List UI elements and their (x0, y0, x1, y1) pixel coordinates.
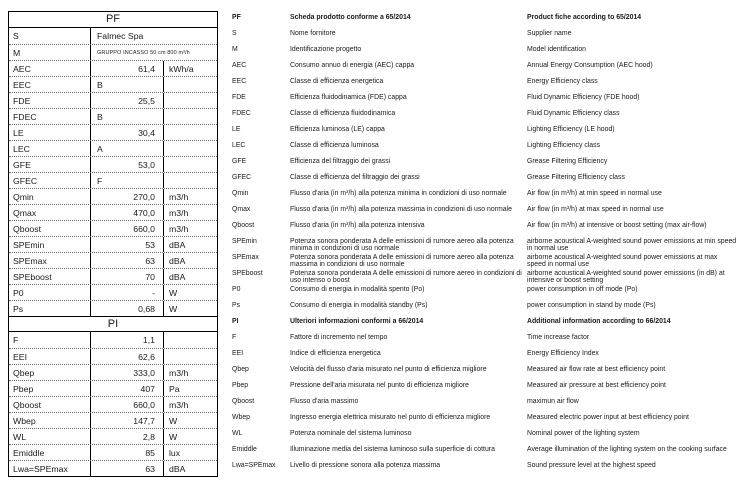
legend-text-italian: Consumo di energia in modalità spento (Po) (290, 286, 425, 293)
table-row (9, 460, 217, 476)
legend-text-english: Average illumination of the lighting system on the cooking surface (527, 446, 727, 453)
table-row (9, 284, 217, 300)
table-row-value: 61,4 (91, 61, 164, 76)
table-row-key: AEC (9, 61, 91, 76)
legend-key: SPEmax (232, 254, 259, 261)
table-row-value: 333,0 (91, 365, 164, 380)
legend-text-italian: Velocità del flusso d'aria misurato nel punto di efficienza migliore (290, 366, 487, 373)
table-row-unit: W (169, 415, 178, 426)
table-row-value: 147,7 (91, 413, 164, 428)
legend-text-italian: Flusso d'aria (in m³/h) alla potenza intensiva (290, 222, 425, 229)
legend-key: P0 (232, 286, 241, 293)
legend-text-english: Grease Filtering Efficiency (527, 158, 608, 165)
table-row-value: 660,0 (91, 397, 164, 412)
legend-key: EEI (232, 350, 244, 357)
table-row-value: 470,0 (91, 205, 164, 220)
table-row (9, 124, 217, 140)
legend-text-english: Energy Efficiency class (527, 78, 598, 85)
legend-keys-column (232, 11, 287, 475)
table-row-key: S (9, 28, 91, 44)
table-row-key: FDE (9, 93, 91, 108)
legend-text-english: Nominal power of the lighting system (527, 430, 640, 437)
table-row (9, 108, 217, 124)
table-row-value: 62,6 (91, 349, 164, 364)
legend-text-italian: Fattore di incremento nel tempo (290, 334, 388, 341)
legend-text-italian: Indice di efficienza energetica (290, 350, 381, 357)
table-row-unit: dBA (169, 463, 186, 474)
table-row-value: 1,1 (91, 332, 164, 348)
table-row-key: Qboost (9, 221, 91, 236)
legend-text-italian: Flusso d'aria (in m³/h) alla potenza massima in condizioni di uso normale (290, 206, 512, 213)
table-row-unit: dBA (169, 239, 186, 250)
table-row-unit: m3/h (169, 399, 189, 410)
table-row-value: Falmec Spa (97, 30, 144, 41)
legend-key: Qmin (232, 190, 249, 197)
legend-text-italian: Potenza sonora ponderata A delle emissioni di rumore aereo in condizioni di uso intenso o boost (290, 270, 522, 284)
legend-text-italian: Ulteriori informazioni conformi a 66/2014 (290, 318, 424, 325)
table-row-unit: lux (169, 447, 181, 458)
legend-key: WL (232, 430, 243, 437)
table-row (9, 364, 217, 380)
legend-text-italian: Potenza sonora ponderata A delle emissioni di rumore aereo alla potenza minima in condizioni di uso normale (290, 238, 514, 252)
table-row-unit: m3/h (169, 191, 189, 202)
table-row-key: Qboost (9, 397, 91, 412)
table-section-header: PF (9, 12, 217, 28)
legend-key: Wbep (232, 414, 251, 421)
legend-text-english: power consumption in stand by mode (Ps) (527, 302, 656, 309)
table-row-value: 63 (91, 253, 164, 268)
legend-text-italian: Classe di efficienza energetica (290, 78, 384, 85)
table-row-value: 85 (91, 445, 164, 460)
table-row-value: 25,5 (91, 93, 164, 108)
legend-text-italian: Efficienza del filtraggio dei grassi (290, 158, 391, 165)
legend-text-english: Product fiche according to 65/2014 (527, 14, 642, 21)
table-row-unit: dBA (169, 271, 186, 282)
table-row-key: SPEboost (9, 269, 91, 284)
legend-key: LE (232, 126, 241, 133)
legend-text-english: Air flow (in m³/h) at min speed in normal use (527, 190, 662, 197)
legend-key: GFE (232, 158, 247, 165)
table-row-unit: W (169, 431, 178, 442)
legend-english-column (527, 11, 738, 475)
table-row-unit (164, 332, 217, 348)
table-row (9, 28, 217, 44)
table-row-key: GFEC (9, 173, 91, 188)
table-row-value: 660,0 (91, 221, 164, 236)
table-section-header: PI (9, 316, 217, 332)
table-row-value: A (91, 141, 164, 156)
table-row-key: P0 (9, 285, 91, 300)
table-row-value: 53,0 (91, 157, 164, 172)
legend-key: PF (232, 14, 241, 21)
table-row (9, 428, 217, 444)
legend-text-italian: Pressione dell'aria misurata nel punto di efficienza migliore (290, 382, 469, 389)
legend-key: S (232, 30, 237, 37)
legend-key: Qboost (232, 222, 255, 229)
table-row-key: Pbep (9, 381, 91, 396)
table-row (9, 380, 217, 396)
legend-key: Qmax (232, 206, 251, 213)
legend-key: SPEmin (232, 238, 257, 245)
table-row-unit: kWh/a (169, 63, 194, 74)
legend-text-italian: Scheda prodotto conforme a 65/2014 (290, 14, 411, 21)
table-row-key: Emiddle (9, 445, 91, 460)
table-row (9, 76, 217, 92)
table-row-value: 270,0 (91, 189, 164, 204)
table-row-key: F (9, 332, 91, 348)
legend-key: AEC (232, 62, 247, 69)
legend-text-english: Supplier name (527, 30, 572, 37)
legend-text-english: Additional information according to 66/2014 (527, 318, 671, 325)
legend-key: F (232, 334, 237, 341)
table-row-value: 2,8 (91, 429, 164, 444)
legend-text-italian: Classe di efficienza fluidodinamica (290, 110, 396, 117)
spec-table (8, 11, 218, 477)
table-row-value: GRUPPO INCASSO 50 cm 800 m³/h (97, 50, 190, 56)
table-row-value: 53 (91, 237, 164, 252)
legend-text-italian: Classe di efficienza luminosa (290, 142, 379, 149)
table-row-key: EEI (9, 349, 91, 364)
table-row-value: F (91, 173, 164, 188)
table-row-unit (164, 77, 217, 92)
table-row (9, 220, 217, 236)
legend-text-english: airborne acoustical A-weighted sound power emissions at min speed in normal use (527, 238, 737, 252)
legend-text-english: Grease Filtering Efficiency class (527, 174, 625, 181)
table-row-value: 0,68 (91, 301, 164, 316)
table-row (9, 188, 217, 204)
table-row-value: 63 (91, 461, 164, 476)
table-row-unit (164, 109, 217, 124)
legend-text-italian: Efficienza luminosa (LE) cappa (290, 126, 385, 133)
table-row-unit (164, 173, 217, 188)
table-row (9, 92, 217, 108)
legend-key: PI (232, 318, 239, 325)
legend-key: Pbep (232, 382, 249, 389)
legend-key: EEC (232, 78, 247, 85)
table-row-value: B (91, 109, 164, 124)
table-row (9, 412, 217, 428)
legend-key: Qboost (232, 398, 255, 405)
legend-key: LEC (232, 142, 246, 149)
table-row (9, 252, 217, 268)
legend-text-english: Time increase factor (527, 334, 590, 341)
legend-italian-column (290, 11, 522, 475)
table-row-unit: m3/h (169, 223, 189, 234)
table-row-unit: m3/h (169, 367, 189, 378)
legend-key: FDE (232, 94, 246, 101)
table-row-value: 30,4 (91, 125, 164, 140)
table-row-key: Qmax (9, 205, 91, 220)
table-row-key: LE (9, 125, 91, 140)
table-row-key: Ps (9, 301, 91, 316)
legend-key: Ps (232, 302, 241, 309)
legend-text-english: Energy Efficiency Index (527, 350, 599, 357)
table-row-unit: dBA (169, 255, 186, 266)
table-row (9, 60, 217, 76)
legend-text-english: Model identification (527, 46, 586, 53)
table-row-key: LEC (9, 141, 91, 156)
legend-text-italian: Illuminazione media del sistema luminoso sulla superficie di cottura (290, 446, 495, 453)
legend-text-english: Air flow (in m³/h) at intensive or boost setting (max air-flow) (527, 222, 707, 229)
legend-text-english: airborne acoustical A-weighted sound power emissions (in dB) at intensive or boost setting (527, 270, 725, 284)
legend-text-italian: Classe di efficienza del filtraggio dei grassi (290, 174, 420, 181)
legend-text-english: Measured air pressure at best efficiency point (527, 382, 666, 389)
legend-text-english: Lighting Efficiency (LE hood) (527, 126, 615, 133)
table-row (9, 204, 217, 220)
legend-text-english: power consumption in off mode (Po) (527, 286, 638, 293)
legend-key: FDEC (232, 110, 251, 117)
legend-text-english: Air flow (in m³/h) at max speed in normal use (527, 206, 664, 213)
table-row-key: SPEmin (9, 237, 91, 252)
table-row-unit: W (169, 287, 178, 298)
legend-text-italian: Flusso d'aria (in m³/h) alla potenza minima in condizioni di uso normale (290, 190, 507, 197)
table-row-unit (164, 157, 217, 172)
legend-text-italian: Livello di pressione sonora alla potenza massima (290, 462, 441, 469)
table-row-unit: Pa (169, 383, 180, 394)
table-row-unit (164, 93, 217, 108)
legend-text-italian: Potenza sonora ponderata A delle emissioni di rumore aereo alla potenza massima in condizioni di uso normale (290, 254, 514, 268)
table-row (9, 300, 217, 316)
legend-text-english: Measured electric power input at best efficiency point (527, 414, 689, 421)
table-row (9, 236, 217, 252)
legend-text-english: maximun air flow (527, 398, 579, 405)
table-row (9, 268, 217, 284)
table-row-value: 407 (91, 381, 164, 396)
table-row-key: WL (9, 429, 91, 444)
legend-text-italian: Identificazione progetto (290, 46, 362, 53)
table-row-key: EEC (9, 77, 91, 92)
table-row-unit (164, 125, 217, 140)
legend-text-english: Lighting Efficiency class (527, 142, 601, 149)
legend-key: M (232, 46, 238, 53)
table-row-key: SPEmax (9, 253, 91, 268)
legend-text-italian: Consumo di energia in modalità standby (Ps) (290, 302, 428, 309)
legend-text-english: Fluid Dynamic Efficiency class (527, 110, 620, 117)
legend-text-italian: Flusso d'aria massimo (290, 398, 359, 405)
legend-key: Emiddle (232, 446, 257, 453)
table-row (9, 44, 217, 60)
legend-text-english: Sound pressure level at the highest speed (527, 462, 656, 469)
table-row (9, 332, 217, 348)
table-row-key: FDEC (9, 109, 91, 124)
legend-text-italian: Efficienza fluidodinamica (FDE) cappa (290, 94, 407, 101)
table-row (9, 172, 217, 188)
legend-text-italian: Consumo annuo di energia (AEC) cappa (290, 62, 415, 69)
table-row-value: B (91, 77, 164, 92)
table-row-key: GFE (9, 157, 91, 172)
legend-text-italian: Ingresso energia elettrica misurato nel punto di efficienza migliore (290, 414, 491, 421)
legend-text-english: Fluid Dynamic Efficiency (FDE hood) (527, 94, 640, 101)
table-row-unit (164, 141, 217, 156)
legend-key: Qbep (232, 366, 249, 373)
legend-text-italian: Potenza nominale del sistema luminoso (290, 430, 412, 437)
legend-key: Lwa=SPEmax (232, 462, 276, 469)
legend-text-english: airborne acoustical A-weighted sound power emissions at max speed in normal use (527, 254, 718, 268)
legend-key: GFEC (232, 174, 252, 181)
table-row (9, 156, 217, 172)
table-row-unit: W (169, 303, 178, 314)
table-row (9, 140, 217, 156)
table-row-key: Wbep (9, 413, 91, 428)
table-row (9, 396, 217, 412)
table-row (9, 444, 217, 460)
legend-text-english: Measured air flow rate at best efficiency point (527, 366, 666, 373)
table-row-unit (164, 349, 217, 364)
table-row-value: 70 (91, 269, 164, 284)
legend-text-italian: Nome fornitore (290, 30, 336, 37)
table-row-key: Qbep (9, 365, 91, 380)
table-row (9, 348, 217, 364)
table-row-key: Qmin (9, 189, 91, 204)
table-row-key: M (9, 45, 91, 60)
table-row-key: Lwa=SPEmax (9, 461, 91, 476)
table-row-value: - (91, 285, 164, 300)
legend-text-english: Annual Energy Consumption (AEC hood) (527, 62, 653, 69)
table-row-unit: m3/h (169, 207, 189, 218)
legend-key: SPEboost (232, 270, 263, 277)
